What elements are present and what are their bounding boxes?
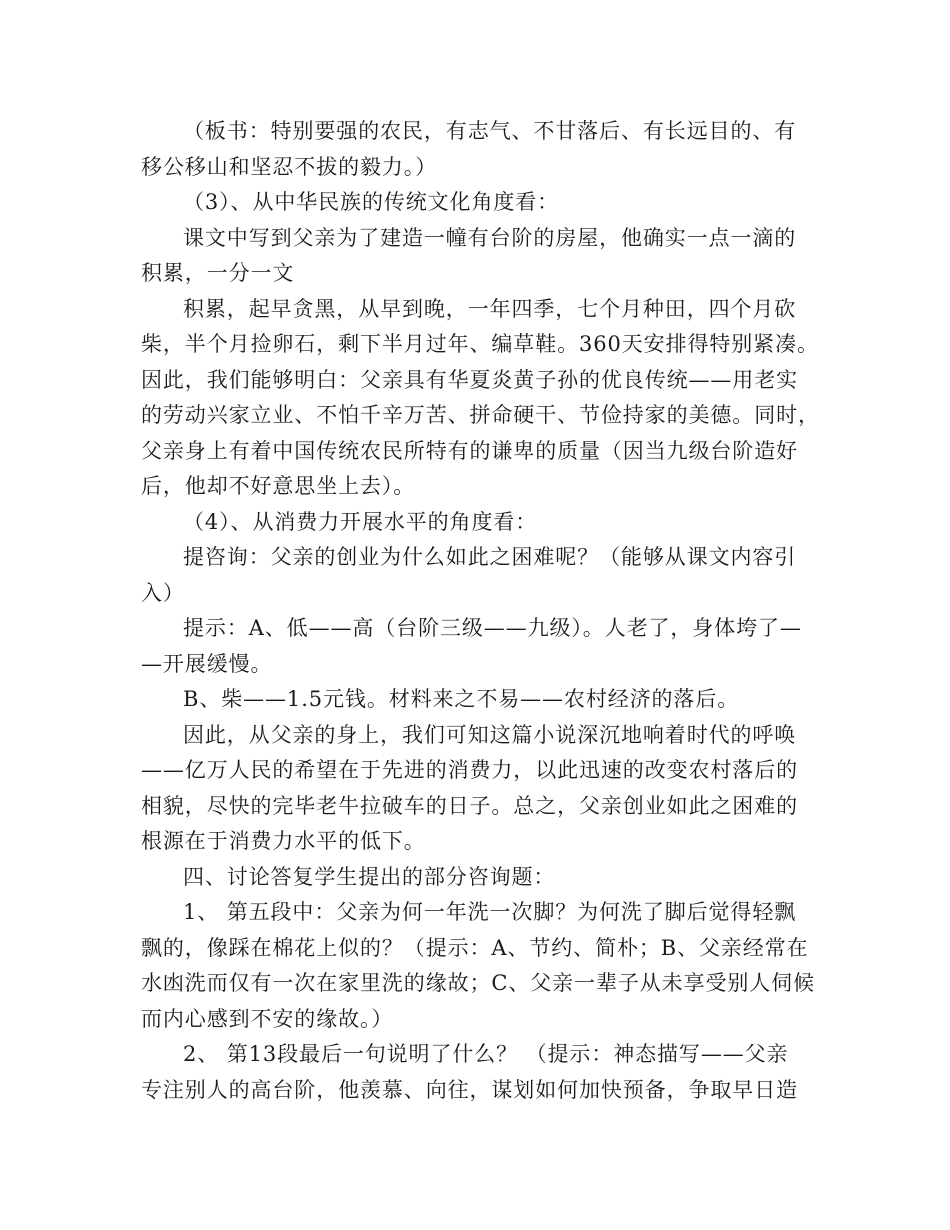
paragraph bbox=[141, 185, 811, 221]
text-line: 根源在于消费力水平的低下。 bbox=[141, 829, 426, 853]
text-line: 专注别人的高台阶，他羡慕、向往，谋划如何加快预备，争取早日造 bbox=[141, 1077, 798, 1102]
text-line: 积累，起早贪黑，从早到晚，一年四季，七个月种田，四个月砍 bbox=[183, 296, 797, 321]
document-body bbox=[141, 114, 820, 1108]
text-line: B、柴——1.5元钱。材料来之不易——农村经济的落后。 bbox=[183, 687, 740, 711]
text-line: 相貌，尽快的完毕老牛拉破车的日子。总之，父亲创业如此之困难的 bbox=[141, 793, 798, 818]
text-line: 柴，半个月捡卵石，剩下半月过年、编草鞋。360天安排得特别紧凑。 bbox=[141, 332, 819, 356]
paragraph bbox=[141, 292, 820, 505]
text-line: 因此，从父亲的身上，我们可知这篇小说深沉地响着时代的呼唤 bbox=[183, 722, 797, 747]
text-line: 的劳动兴家立业、不怕千辛万苦、拼命硬干、节俭持家的美德。同时， bbox=[141, 403, 820, 427]
paragraph bbox=[141, 718, 811, 860]
text-line: 积累，一分一文 bbox=[141, 261, 295, 285]
paragraph bbox=[141, 682, 811, 718]
text-line: （3）、从中华民族的传统文化角度看： bbox=[183, 190, 560, 214]
text-line: （板书：特别要强的农民，有志气、不甘落后、有长远目的、有 bbox=[183, 119, 797, 143]
text-line: （4）、从消费力开展水平的角度看： bbox=[183, 509, 538, 534]
text-line: 提示：A、低——高（台阶三级——九级）。人老了，身体垮了— bbox=[183, 616, 802, 640]
text-line: 水凼洗而仅有一次在家里洗的缘故；C、父亲一辈子从未享受别人伺候 bbox=[141, 971, 815, 995]
paragraph bbox=[141, 1037, 811, 1108]
text-line: 提咨询：父亲的创业为什么如此之困难呢？（能够从课文内容引 bbox=[183, 545, 797, 569]
paragraph bbox=[141, 540, 811, 611]
text-line: 四、讨论答复学生提出的部分咨询题： bbox=[183, 864, 556, 889]
text-line: 课文中写到父亲为了建造一幢有台阶的房屋，他确实一点一滴的 bbox=[183, 225, 797, 250]
text-line: 2、 第13段最后一句说明了什么？ （提示：神态描写——父亲 bbox=[183, 1042, 789, 1066]
text-line: —开展缓慢。 bbox=[141, 651, 273, 676]
text-line: 而内心感到不安的缘故。） bbox=[141, 1006, 394, 1031]
text-line: 1、 第五段中：父亲为何一年洗一次脚？为何洗了脚后觉得轻飘 bbox=[183, 900, 797, 924]
paragraph bbox=[141, 221, 811, 292]
paragraph bbox=[141, 114, 811, 185]
text-line: ——亿万人民的希望在于先进的消费力，以此迅速的改变农村落后的 bbox=[141, 758, 798, 782]
text-line: 后，他却不好意思坐上去）。 bbox=[141, 474, 416, 498]
text-line: 因此，我们能够明白：父亲具有华夏炎黄子孙的优良传统——用老实 bbox=[141, 367, 798, 392]
text-line: 移公移山和坚忍不拔的毅力。） bbox=[141, 154, 438, 179]
paragraph bbox=[141, 860, 811, 896]
paragraph bbox=[141, 895, 815, 1037]
paragraph bbox=[141, 505, 811, 541]
text-line: 飘的，像踩在棉花上似的？（提示：A、节约、简朴；B、父亲经常在 bbox=[141, 935, 809, 960]
text-line: 入） bbox=[141, 580, 185, 605]
paragraph bbox=[141, 611, 811, 682]
text-line: 父亲身上有着中国传统农民所特有的谦卑的质量（因当九级台阶造好 bbox=[141, 438, 798, 463]
